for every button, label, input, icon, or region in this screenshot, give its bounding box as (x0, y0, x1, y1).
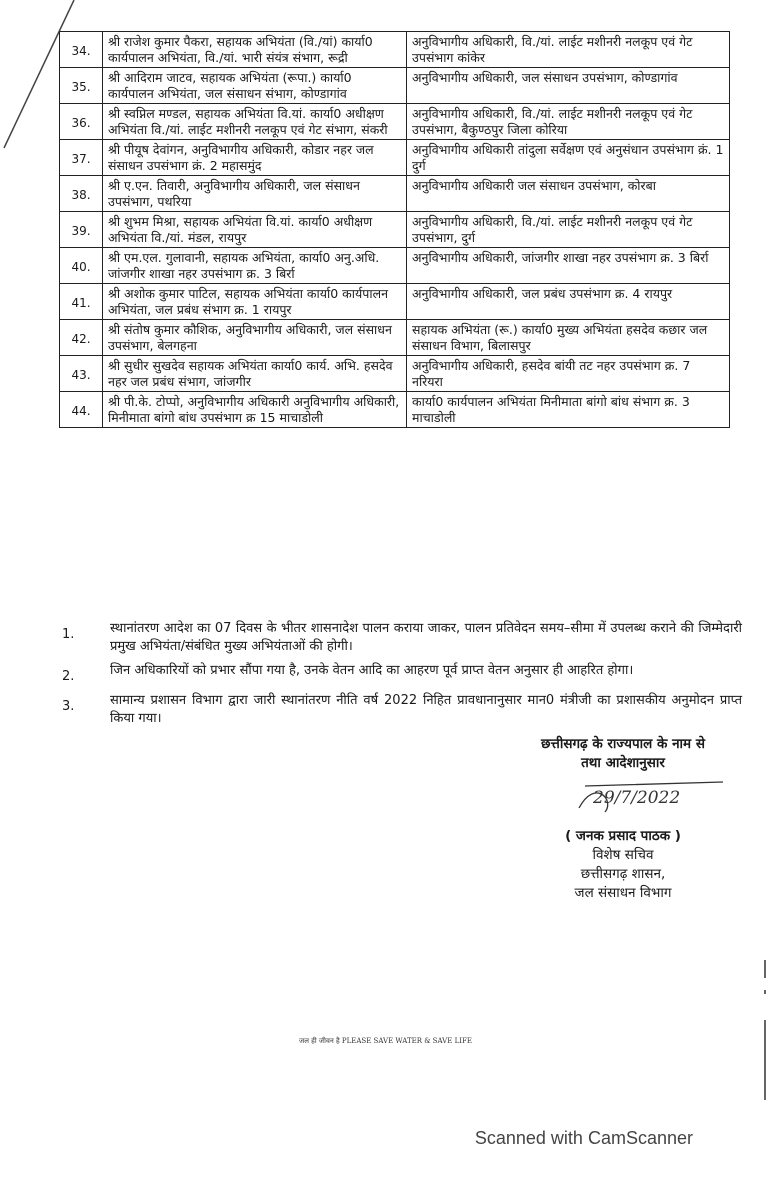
from-officer-cell: श्री एम.एल. गुलावानी, सहायक अभियंता, कार्या0 अनु.अधि. जांजगीर शाखा नहर उपसंभाग क्र. 3 बिर्रा (103, 248, 407, 284)
table-row (60, 284, 730, 320)
serial-number-cell: 41. (60, 284, 103, 320)
posting-cell: अनुविभागीय अधिकारी, वि./यां. लाईट मशीनरी नलकूप एवं गेट उपसंभाग कांकेर (407, 32, 730, 68)
table-row (60, 392, 730, 428)
note-item (62, 692, 742, 728)
note-item (62, 620, 742, 656)
posting-cell: अनुविभागीय अधिकारी, वि./यां. लाईट मशीनरी नलकूप एवं गेट उपसंभाग, बैकुण्ठपुर जिला कोरिया (407, 104, 730, 140)
from-officer-cell: श्री पीयूष देवांगन, अनुविभागीय अधिकारी, कोडार नहर जल संसाधन उपसंभाग क्रं. 2 महासमुंद (103, 140, 407, 176)
table-row (60, 320, 730, 356)
signatory-designation: विशेष सचिव (592, 847, 654, 863)
serial-number-cell: 40. (60, 248, 103, 284)
from-officer-cell: श्री शुभम मिश्रा, सहायक अभियंता वि.यां. कार्या0 अधीक्षण अभियंता वि./यां. मंडल, रायपुर (103, 212, 407, 248)
scanner-watermark: Scanned with CamScanner (474, 1128, 693, 1148)
scan-edge-marks (755, 960, 771, 1120)
signature-authority-line: छत्तीसगढ़ के राज्यपाल के नाम से (541, 736, 705, 752)
signatory-name: ( जनक प्रसाद पाठक ) (565, 828, 681, 844)
note-text: जिन अधिकारियों को प्रभार सौंपा गया है, उनके वेतन आदि का आहरण पूर्व प्राप्त वेतन अनुसार ही आहरित होगा। (110, 663, 634, 678)
from-officer-cell: श्री अशोक कुमार पाटिल, सहायक अभियंता कार्या0 कार्यपालन अभियंता, जल प्रबंध संभाग क्र. 1 रायपुर (103, 284, 407, 320)
from-officer-cell: श्री स्वप्निल मण्डल, सहायक अभियंता वि.यां. कार्या0 अधीक्षण अभियंता वि./यां. लाईट मशीनरी नलकूप एवं गेट संभाग, संकरी (103, 104, 407, 140)
serial-number-cell: 44. (60, 392, 103, 428)
footer-slogan: जल ही जीवन है PLEASE SAVE WATER & SAVE LIFE (299, 1037, 472, 1045)
signatory-government: छत्तीसगढ़ शासन, (580, 866, 666, 882)
note-text: स्थानांतरण आदेश का 07 दिवस के भीतर शासनादेश पालन कराया जाकर, पालन प्रतिवेदन समय–सीमा में उपलब्ध कराने की जिम्मेदारी प्रमुख अभियंता/संबंधित मुख्य अभियंताओं की होगी। (110, 621, 742, 654)
serial-number-cell: 39. (60, 212, 103, 248)
from-officer-cell: श्री पी.के. टोप्पो, अनुविभागीय अधिकारी अनुविभागीय अधिकारी, मिनीमाता बांगो बांध उपसंभाग क्र 15 माचाडोली (103, 392, 407, 428)
table-row (60, 356, 730, 392)
table-row (60, 104, 730, 140)
serial-number-cell: 35. (60, 68, 103, 104)
note-number: 2. (62, 669, 75, 684)
table-row (60, 212, 730, 248)
table-row (60, 248, 730, 284)
signature-date: 29/7/2022 (593, 788, 681, 808)
from-officer-cell: श्री आदिराम जाटव, सहायक अभियंता (रूपा.) कार्या0 कार्यपालन अभियंता, जल संसाधन संभाग, कोण्डागांव (103, 68, 407, 104)
from-officer-cell: श्री सुधीर सुखदेव सहायक अभियंता कार्या0 कार्य. अभि. हसदेव नहर जल प्रबंध संभाग, जांजगीर (103, 356, 407, 392)
from-officer-cell: श्री ए.एन. तिवारी, अनुविभागीय अधिकारी, जल संसाधन उपसंभाग, पथरिया (103, 176, 407, 212)
table-row (60, 32, 730, 68)
table-row (60, 140, 730, 176)
serial-number-cell: 43. (60, 356, 103, 392)
notes-list (62, 620, 742, 734)
serial-number-cell: 38. (60, 176, 103, 212)
serial-number-cell: 36. (60, 104, 103, 140)
from-officer-cell: श्री संतोष कुमार कौशिक, अनुविभागीय अधिकारी, जल संसाधन उपसंभाग, बेलगहना (103, 320, 407, 356)
posting-cell: सहायक अभियंता (रू.) कार्या0 मुख्य अभियंता हसदेव कछार जल संसाधन विभाग, बिलासपुर (407, 320, 730, 356)
note-item (62, 662, 742, 686)
posting-cell: कार्या0 कार्यपालन अभियंता मिनीमाता बांगो बांध संभाग क्र. 3 माचाडोली (407, 392, 730, 428)
posting-cell: अनुविभागीय अधिकारी, वि./यां. लाईट मशीनरी नलकूप एवं गेट उपसंभाग, दुर्ग (407, 212, 730, 248)
note-number: 3. (62, 699, 75, 714)
serial-number-cell: 42. (60, 320, 103, 356)
note-number: 1. (62, 627, 75, 642)
table-row (60, 176, 730, 212)
from-officer-cell: श्री राजेश कुमार पैकरा, सहायक अभियंता (वि./यां) कार्या0 कार्यपालन अभियंता, वि./यां. भारी संयंत्र संभाग, रूद्री (103, 32, 407, 68)
posting-cell: अनुविभागीय अधिकारी, जल संसाधन उपसंभाग, कोण्डागांव (407, 68, 730, 104)
serial-number-cell: 34. (60, 32, 103, 68)
posting-cell: अनुविभागीय अधिकारी, हसदेव बांयी तट नहर उपसंभाग क्र. 7 नरियरा (407, 356, 730, 392)
note-text: सामान्य प्रशासन विभाग द्वारा जारी स्थानांतरण नीति वर्ष 2022 निहित प्रावधानानुसार मान0 मंत्रीजी का प्रशासकीय अनुमोदन प्राप्त किया गया। (110, 693, 742, 726)
serial-number-cell: 37. (60, 140, 103, 176)
signature-block (478, 735, 768, 903)
table-row (60, 68, 730, 104)
posting-cell: अनुविभागीय अधिकारी तांदुला सर्वेक्षण एवं अनुसंधान उपसंभाग क्रं. 1 दुर्ग (407, 140, 730, 176)
posting-cell: अनुविभागीय अधिकारी, जल प्रबंध उपसंभाग क्र. 4 रायपुर (407, 284, 730, 320)
posting-cell: अनुविभागीय अधिकारी जल संसाधन उपसंभाग, कोरबा (407, 176, 730, 212)
signatory-department: जल संसाधन विभाग (574, 885, 672, 901)
transfer-table (59, 31, 730, 428)
posting-cell: अनुविभागीय अधिकारी, जांजगीर शाखा नहर उपसंभाग क्र. 3 बिर्रा (407, 248, 730, 284)
signature-order-line: तथा आदेशानुसार (581, 755, 665, 771)
handwritten-signature (575, 770, 725, 814)
